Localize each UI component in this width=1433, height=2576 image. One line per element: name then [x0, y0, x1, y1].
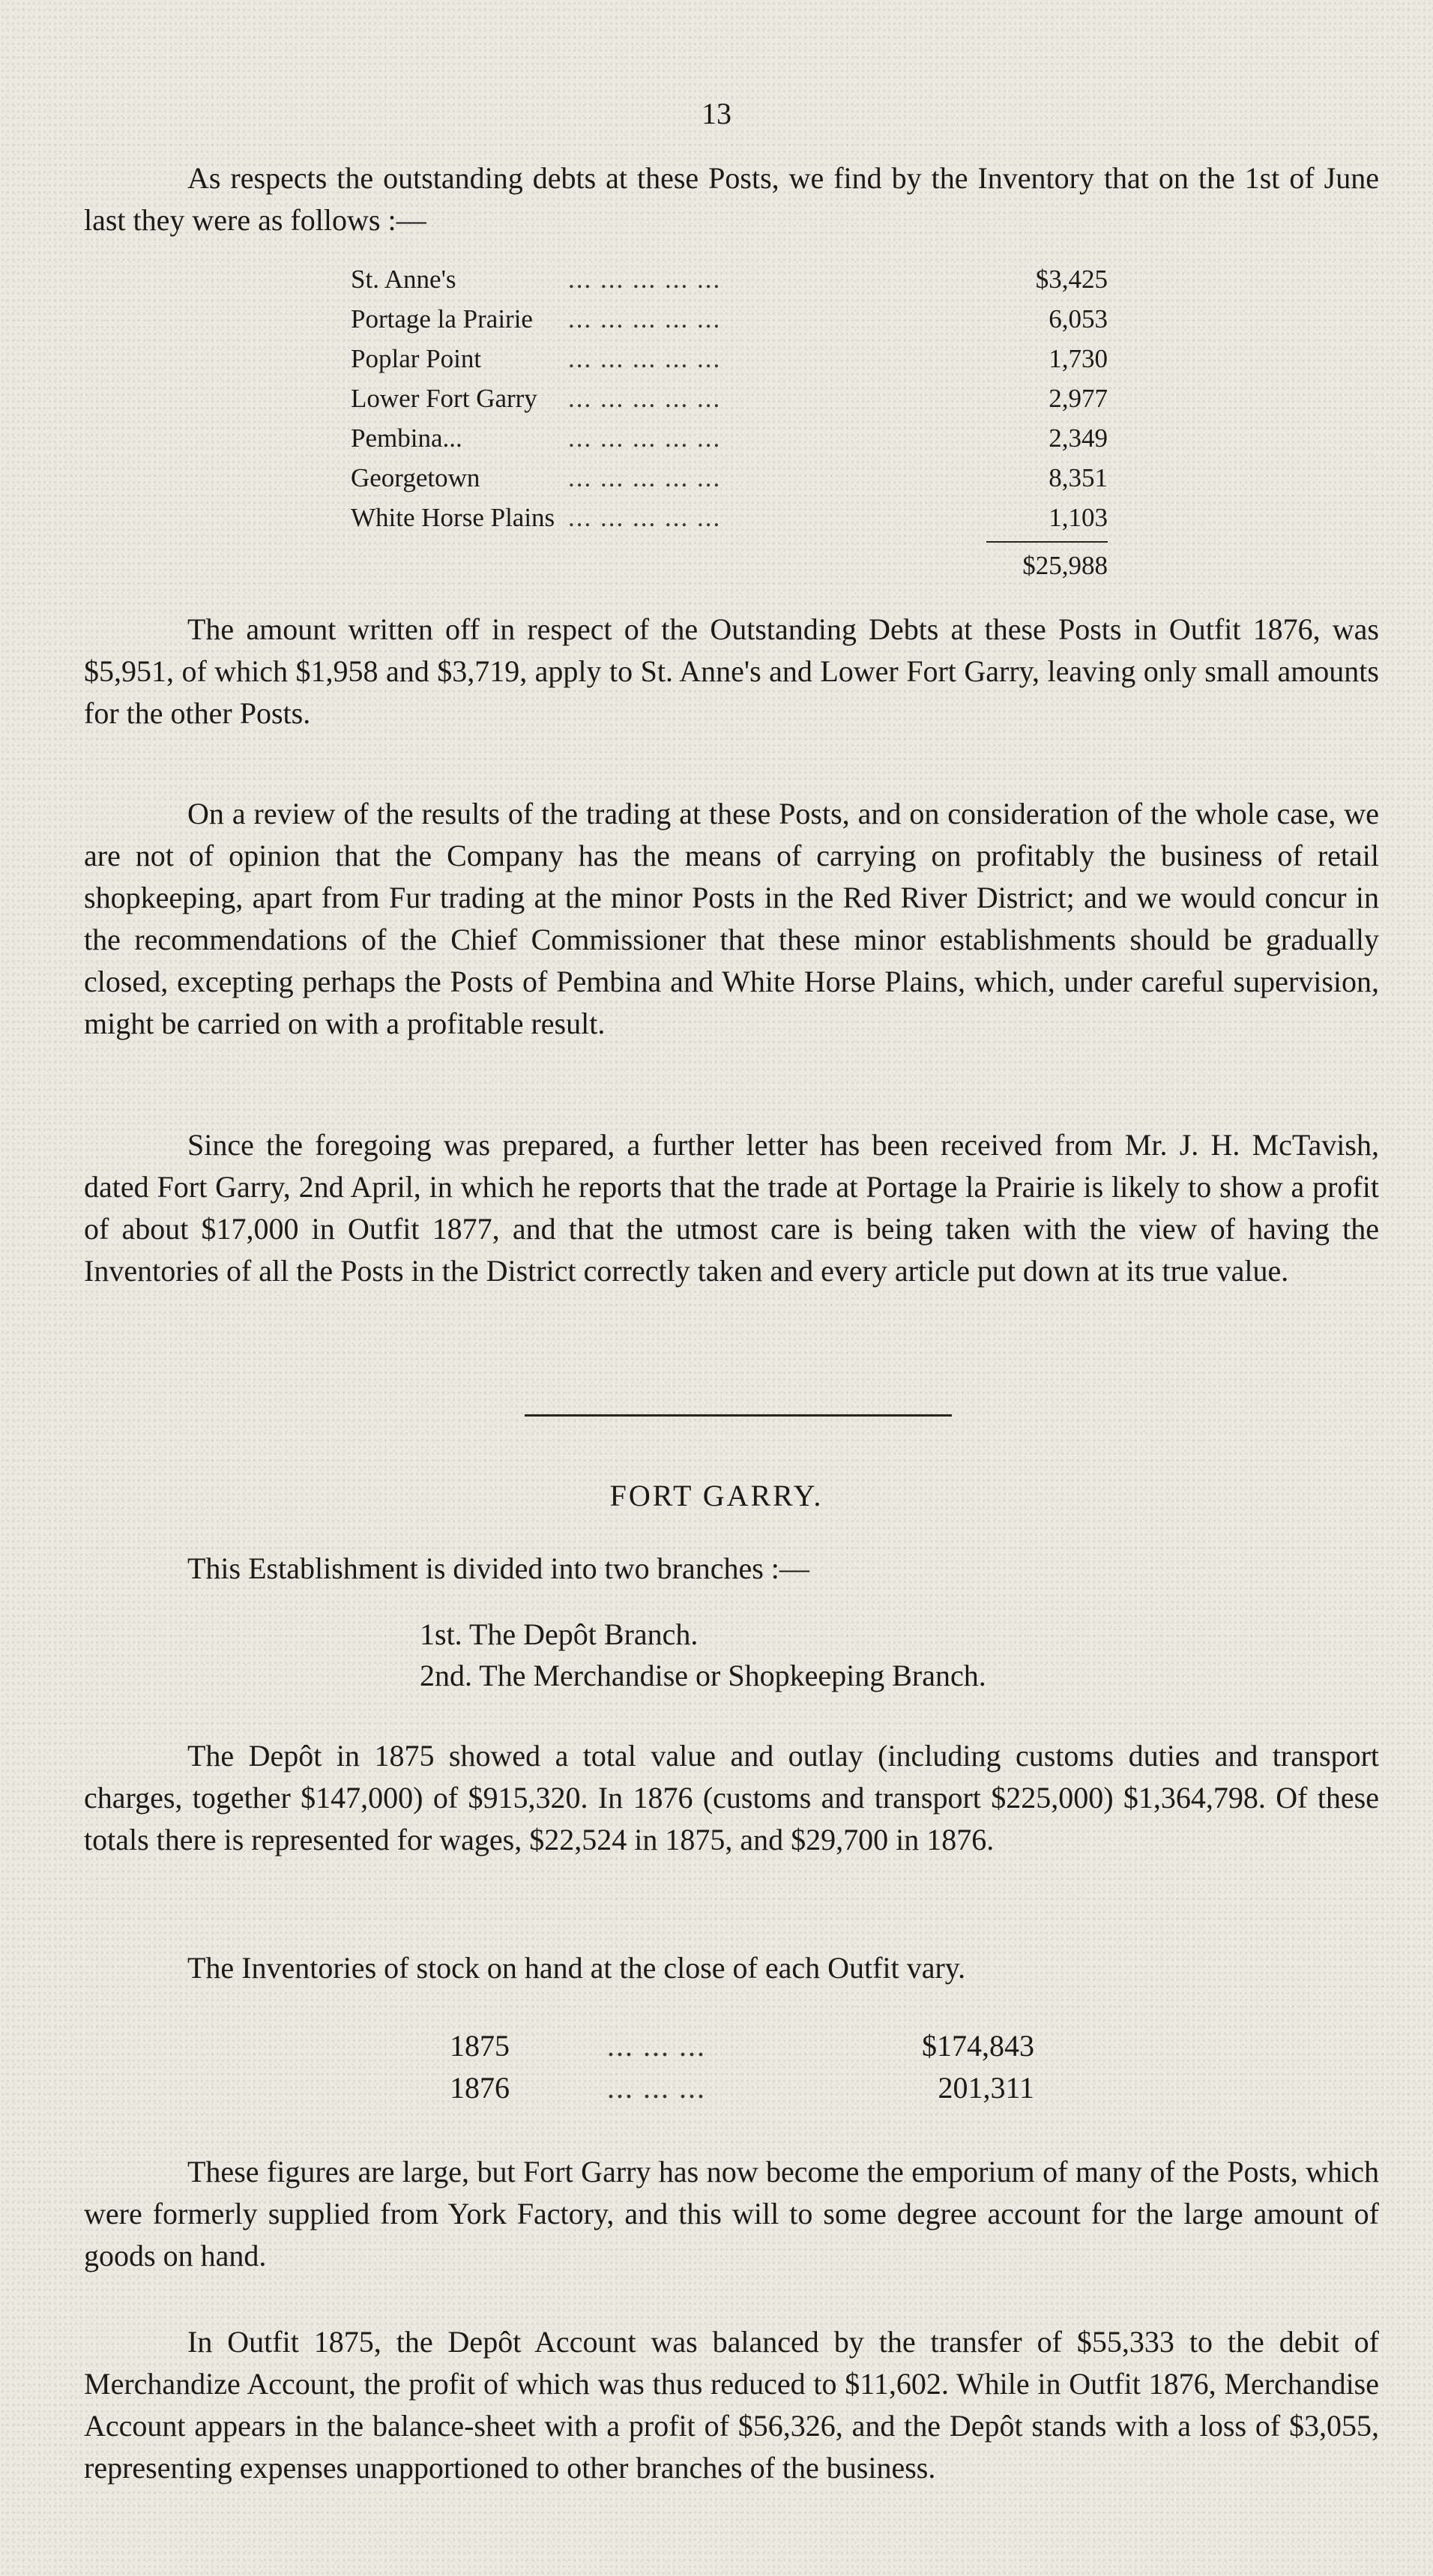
emporium-paragraph: These figures are large, but Fort Garry has now become the emporium of many of the Posts, which were formerly supplied from York Factory, and this will to some degree account for the large amount of goods on hand.: [84, 2155, 1379, 2272]
leader-dots: ... ... ... ... ...: [568, 265, 722, 294]
inventory-year: 1875: [450, 2029, 510, 2063]
inventory-table: [450, 2025, 1034, 2109]
page-number: 13: [702, 97, 731, 130]
leader-dots: ... ... ... ... ...: [568, 304, 722, 334]
inventory-value: $174,843: [922, 2029, 1034, 2063]
debt-row: [351, 458, 1108, 498]
leader-dots: ... ... ...: [607, 2071, 706, 2105]
leader-dots: ... ... ...: [607, 2029, 706, 2063]
post-name: Georgetown: [351, 463, 480, 492]
debt-row: [351, 299, 1108, 339]
section-separator: [525, 1414, 952, 1417]
debt-amount: 1,103: [1049, 503, 1108, 532]
section-heading: FORT GARRY.: [609, 1479, 824, 1512]
debt-amount: $3,425: [1035, 265, 1108, 294]
debt-row: [351, 498, 1108, 537]
leader-dots: ... ... ... ... ...: [568, 344, 722, 373]
inventory-row: [450, 2067, 1034, 2109]
branch-item: 1st. The Depôt Branch.: [420, 1617, 699, 1651]
debt-amount: 2,977: [1049, 384, 1108, 413]
outstanding-debts-table: [351, 259, 1108, 580]
branch-item: 2nd. The Merchandise or Shopkeeping Branch.: [420, 1659, 986, 1692]
written-off-paragraph: The amount written off in respect of the Outstanding Debts at these Posts in Outfit 1876, was $5,951, of which $1,958 and $3,719, apply to St. Anne's and Lower Fort Garry, leaving only small amounts for the other Posts.: [84, 612, 1379, 730]
mctavish-paragraph: Since the foregoing was prepared, a further letter has been received from Mr. J. H. McTavish, dated Fort Garry, 2nd April, in which he reports that the trade at Portage la Prairie is likely to show a profit of about $17,000 in Outfit 1877, and that the utmost care is being taken with the view of having the Inventories of all the Posts in the District correctly taken and every article put down at its true value.: [84, 1128, 1379, 1288]
inventory-value: 201,311: [938, 2071, 1034, 2105]
inventory-year: 1876: [450, 2071, 510, 2105]
sum-rule: [986, 541, 1108, 543]
debt-row: [351, 378, 1108, 418]
post-name: Portage la Prairie: [351, 304, 533, 334]
debt-row: [351, 259, 1108, 299]
leader-dots: ... ... ... ... ...: [568, 463, 722, 492]
post-name: Poplar Point: [351, 344, 482, 373]
inventories-intro: The Inventories of stock on hand at the close of each Outfit vary.: [187, 1951, 966, 1985]
debt-row: [351, 418, 1108, 458]
inventory-row: [450, 2025, 1034, 2067]
intro-paragraph: As respects the outstanding debts at these Posts, we find by the Inventory that on the 1st of June last they were as follows :—: [84, 161, 1379, 237]
debt-row: [351, 339, 1108, 378]
outfit-paragraph: In Outfit 1875, the Depôt Account was balanced by the transfer of $55,333 to the debit of Merchandize Account, the profit of which was thus reduced to $11,602. While in Outfit 1876, Merchandise Account appears in the balance-sheet with a profit of $56,326, and the Depôt stands with a loss of $3,055, representing expenses unapportioned to other branches of the business.: [84, 2325, 1379, 2485]
debt-amount: 2,349: [1049, 423, 1108, 453]
post-name: St. Anne's: [351, 265, 456, 294]
review-paragraph: On a review of the results of the trading at these Posts, and on consideration of the whole case, we are not of opinion that the Company has the means of carrying on profitably the business of retail shopkeeping, apart from Fur trading at the minor Posts in the Red River District; and we would concur in the recommendations of the Chief Commissioner that these minor establishments should be gradually closed, excepting perhaps the Posts of Pembina and White Horse Plains, which, under careful supervision, might be carried on with a profitable result.: [84, 797, 1379, 1040]
debt-amount: 6,053: [1049, 304, 1108, 334]
leader-dots: ... ... ... ... ...: [568, 384, 722, 413]
debt-amount: 1,730: [1049, 344, 1108, 373]
post-name: Pembina...: [351, 423, 462, 453]
establishment-intro: This Establishment is divided into two branches :—: [187, 1551, 809, 1585]
leader-dots: ... ... ... ... ...: [568, 423, 722, 453]
debt-total: $25,988: [1022, 551, 1108, 580]
post-name: Lower Fort Garry: [351, 384, 537, 413]
depot-paragraph: The Depôt in 1875 showed a total value and outlay (including customs duties and transport charges, together $147,000) of $915,320. In 1876 (customs and transport $225,000) $1,364,798. Of these totals there is represented for wages, $22,524 in 1875, and $29,700 in 1876.: [84, 1739, 1379, 1856]
debt-amount: 8,351: [1049, 463, 1108, 492]
leader-dots: ... ... ... ... ...: [568, 503, 722, 532]
branch-list: [420, 1614, 986, 1696]
post-name: White Horse Plains: [351, 503, 555, 532]
